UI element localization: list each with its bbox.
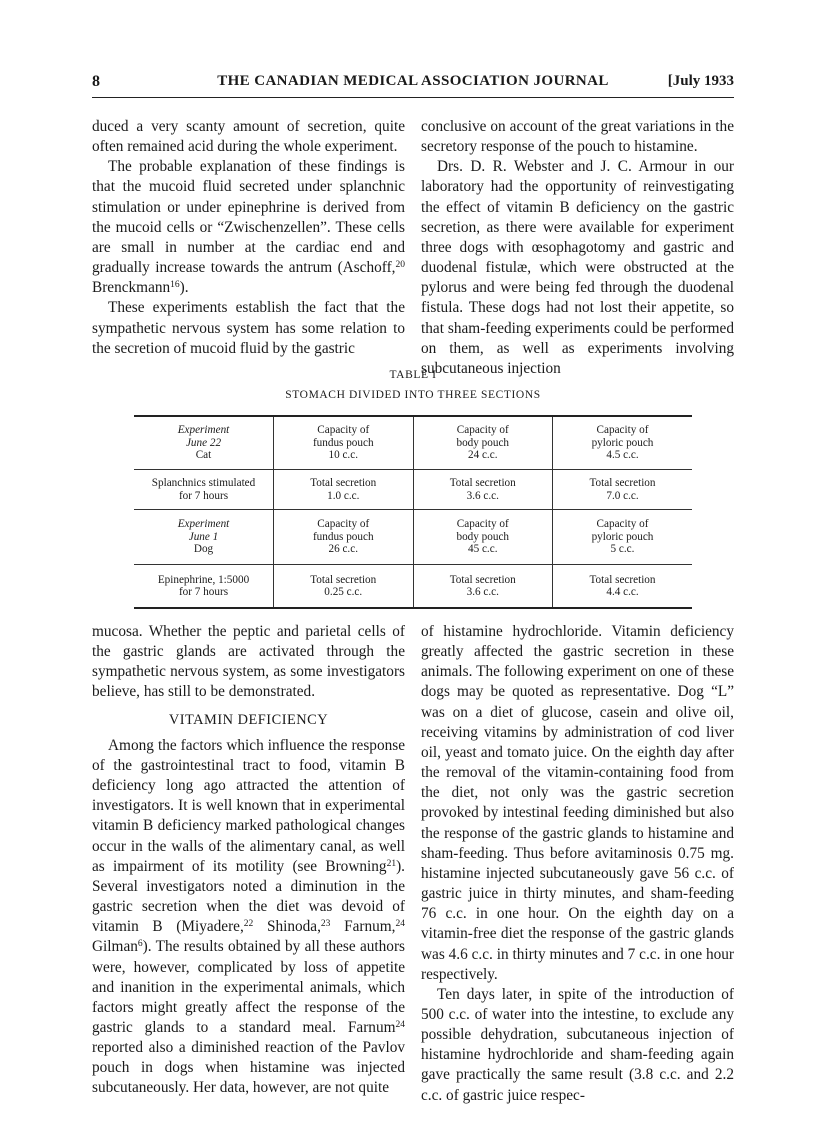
- table-label: TABLE I: [389, 369, 437, 381]
- section-heading: VITAMIN DEFICIENCY: [168, 711, 329, 728]
- paragraph: These experiments establish the fact that the sympathetic nervous system has some relation to the secretion of mucoid fluid by the gastric: [92, 299, 405, 357]
- table-row: [134, 565, 692, 609]
- table-cell: Capacity of pyloric pouch 5 c.c.: [553, 510, 693, 565]
- paragraph: of histamine hydrochloride. Vitamin deficiency greatly affected the gastric secretion in these animals. The following experiment on one of these dogs may be quoted as representative. Dog “L” was on a diet of glucose, casein and olive oil, receiving vitamins by administration of cod liver oil, yeast and tomato juice. On the eighth day after the removal of the vitamin-containing food from the diet, not only was the gastric secretion provoked by intestinal feeding diminished but also the response of the gastric glands to histamine and sham-feeding. Thus before avitaminosis 0.75 mg. histamine injected subcutaneously gave 56 c.c. of gastric juice in thirty minutes, and sham-feeding 76 c.c. in one hour. On the eighth day on a vitamin-free diet the response of the gastric glands was 4.6 c.c. in thirty minutes and 7 c.c. in one hour respectively.: [421, 623, 734, 983]
- table-row: [134, 416, 692, 470]
- paragraph: conclusive on account of the great variations in the secretory response of the pouch to histamine.: [421, 118, 734, 156]
- reference-marker: 23: [320, 919, 331, 930]
- table-cell: Total secretion 4.4 c.c.: [553, 565, 693, 609]
- table-cell: Capacity of fundus pouch 26 c.c.: [274, 510, 414, 565]
- reference-marker: 6: [137, 939, 143, 950]
- table-cell: Capacity of fundus pouch 10 c.c.: [274, 416, 414, 470]
- table-cell: Capacity of body pouch 45 c.c.: [413, 510, 553, 565]
- table-cell: Capacity of pyloric pouch 4.5 c.c.: [553, 416, 693, 470]
- data-table: [134, 415, 692, 609]
- reference-marker: 16: [170, 280, 180, 291]
- reference-marker: 22: [243, 919, 254, 930]
- paragraph: Among the factors which influence the response of the gastrointestinal tract to food, vitamin B deficiency long ago attracted the attention of investigators. It is well known that in experimental vitamin B deficiency marked pathological changes occur in the walls of the alimentary canal, as well as impairment of its motility (see Browning$^{21}$). Several investigators noted a diminution in the gastric secretion when the diet was devoid of vitamin B (Miyadere,$^{22}$ Shinoda,$^{23}$ Farnum,$^{24}$ Gilman$^6$). The results obtained by all these authors were, however, complicated by loss of appetite and inanition in the experimental animals, which factors might greatly affect the response of the gastric glands to a standard meal. Farnum$^{24}$ reported also a diminished reaction of the Pavlov pouch in dogs when histamine was injected subcutaneously. Her data, however, are not quite: [92, 736, 405, 1097]
- reference-marker: 24: [395, 1019, 405, 1030]
- table-cell: Total secretion 3.6 c.c.: [413, 565, 553, 609]
- table-cell: Experiment June 1 Dog: [134, 510, 274, 565]
- top-left-column: [92, 117, 405, 359]
- table-cell: Splanchnics stimulated for 7 hours: [134, 470, 274, 510]
- table-row: [134, 470, 692, 510]
- paragraph: Ten days later, in spite of the introduction of 500 c.c. of water into the intestine, to exclude any possible dehydration, subcutaneous injection of histamine hydrochloride and sham-feeding again gave practically the same result (3.8 c.c. and 2.2 c.c. of gastric juice respec-: [421, 985, 734, 1104]
- header-rule: [92, 97, 734, 98]
- issue-date: [July 1933: [667, 73, 734, 89]
- journal-title: THE CANADIAN MEDICAL ASSOCIATION JOURNAL: [217, 73, 609, 89]
- reference-marker: 21: [386, 858, 397, 869]
- table-cell: Total secretion 7.0 c.c.: [553, 470, 693, 510]
- bottom-left-column: [92, 622, 405, 1099]
- reference-marker: 20: [395, 260, 405, 271]
- table-cell: Capacity of body pouch 24 c.c.: [413, 416, 553, 470]
- reference-marker: 24: [395, 919, 405, 930]
- table-cell: Total secretion 3.6 c.c.: [413, 470, 553, 510]
- table-cell: Epinephrine, 1:5000 for 7 hours: [134, 565, 274, 609]
- running-header: [92, 73, 734, 95]
- table-row: [134, 510, 692, 565]
- table-cell: Total secretion 1.0 c.c.: [274, 470, 414, 510]
- paragraph: mucosa. Whether the peptic and parietal cells of the gastric glands are activated through the sympathetic nervous system, as some investigators believe, has still to be demonstrated.: [92, 623, 405, 701]
- paragraph: Drs. D. R. Webster and J. C. Armour in our laboratory had the opportunity of reinvestigating the effect of vitamin B deficiency on the gastric secretion, as there were available for experiment three dogs with œsophagotomy and gastric and duodenal fistulæ, which were obstructed at the pylorus and were being fed through the duodenal fistula. These dogs had not lost their appetite, so that sham-feeding experiments could be performed on them, as well as experiments involving subcutaneous injection: [421, 158, 734, 377]
- top-right-column: [421, 117, 734, 379]
- paragraph: duced a very scanty amount of secretion, quite often remained acid during the whole experiment.: [92, 118, 405, 156]
- bottom-right-column: [421, 622, 734, 1106]
- paragraph: The probable explanation of these findings is that the mucoid fluid secreted under splanchnic stimulation or under epinephrine is derived from the mucoid cells or “Zwischenzellen”. These cells are small in number at the cardiac end and gradually increase towards the antrum (Aschoff,$^{20}$ Brenckmann$^{16}$).: [92, 158, 405, 297]
- table-cell: Experiment June 22 Cat: [134, 416, 274, 470]
- table-cell: Total secretion 0.25 c.c.: [274, 565, 414, 609]
- page-number: 8: [92, 73, 100, 90]
- table-title: STOMACH DIVIDED INTO THREE SECTIONS: [285, 389, 541, 401]
